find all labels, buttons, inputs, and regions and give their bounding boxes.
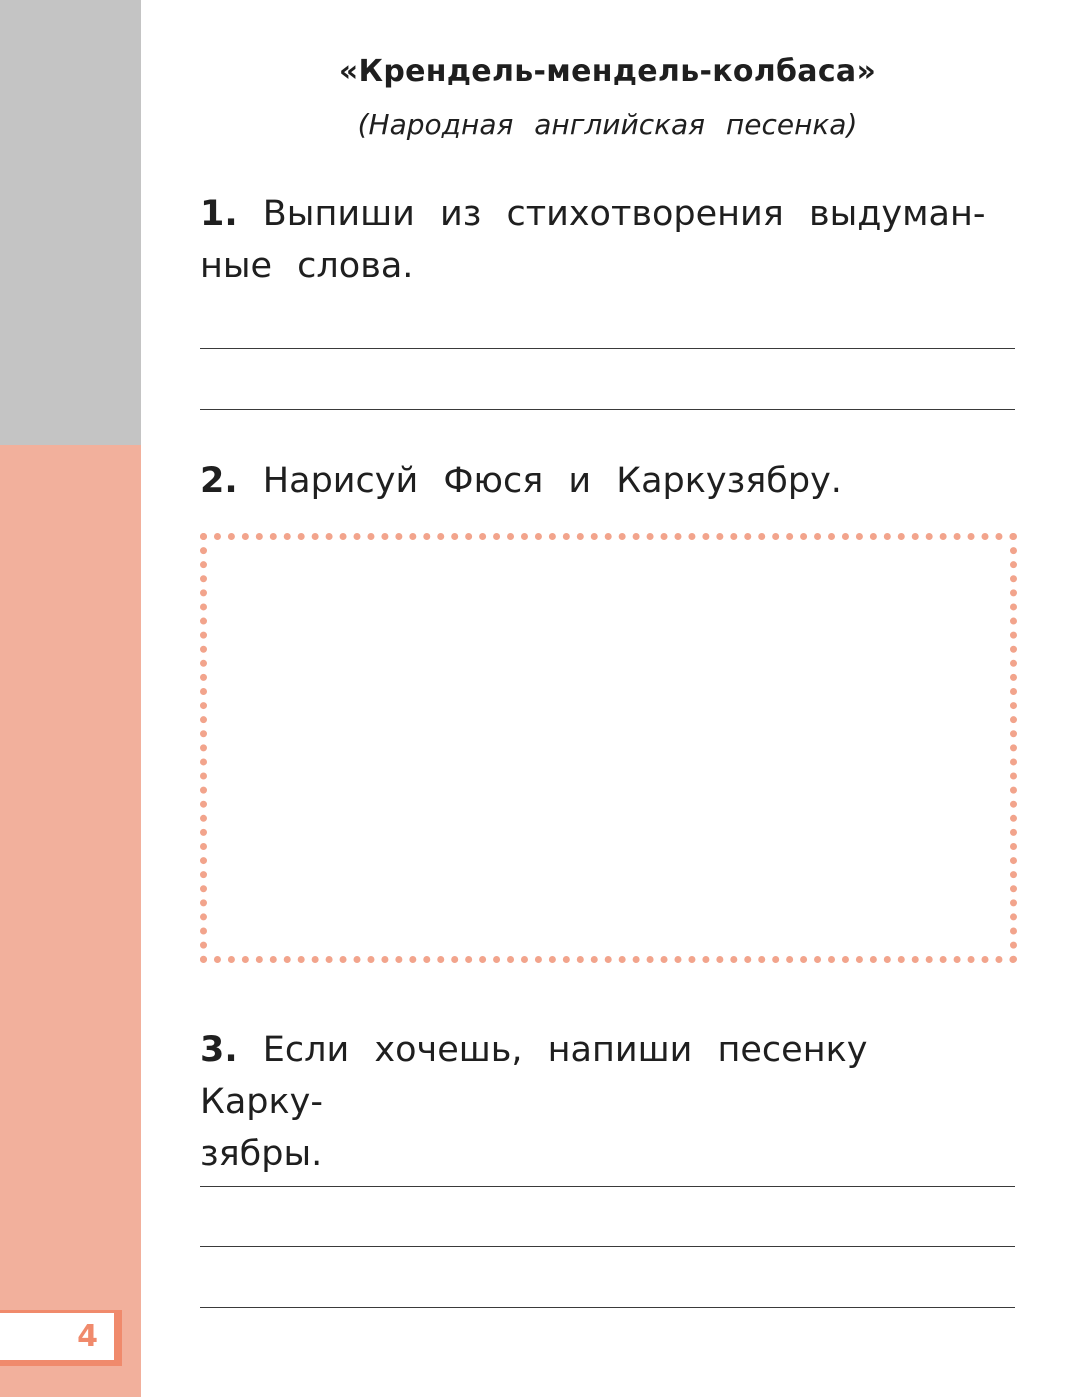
task-2 [200, 455, 1015, 507]
task-1-number: 1. [200, 194, 238, 234]
answer-line-5[interactable] [200, 1307, 1015, 1308]
sidebar-salmon-band [0, 445, 141, 1397]
task-1-line-1 [200, 188, 1015, 240]
task-1-text: Выпиши из стихотворения выдуман- [262, 194, 986, 234]
drawing-area[interactable] [200, 533, 1017, 963]
poem-title: «Крендель-мендель-колбаса» [338, 54, 877, 89]
answer-line-3[interactable] [200, 1186, 1015, 1187]
page-number-tab [0, 1310, 122, 1366]
task-3-line-1 [200, 1024, 1015, 1128]
task-3-text: Если хочешь, напиши песенку Карку- [200, 1030, 868, 1122]
task-2-text: Нарисуй Фюся и Каркузябру. [262, 461, 842, 501]
task-3-number: 3. [200, 1030, 238, 1070]
answer-line-1[interactable] [200, 348, 1015, 349]
sidebar-gray-band [0, 0, 141, 445]
answer-line-2[interactable] [200, 409, 1015, 410]
page-number: 4 [77, 1319, 98, 1354]
task-2-line-1 [200, 455, 1015, 507]
task-1-line-2: ные слова. [200, 246, 414, 286]
task-3-line-2: зябры. [200, 1134, 323, 1174]
poem-subtitle: (Народная английская песенка) [357, 108, 858, 141]
answer-line-4[interactable] [200, 1246, 1015, 1247]
task-3 [200, 1024, 1015, 1180]
task-1 [200, 188, 1015, 292]
task-2-number: 2. [200, 461, 238, 501]
